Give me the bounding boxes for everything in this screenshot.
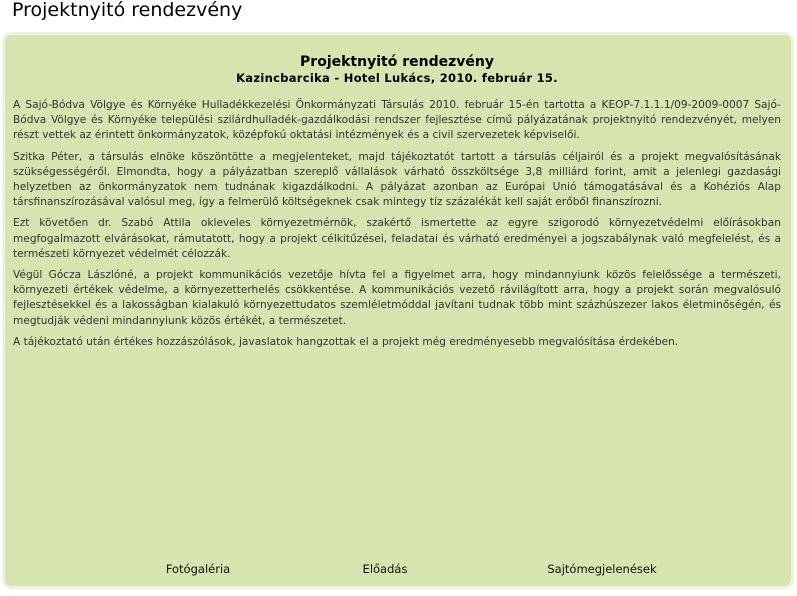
press-coverage-link[interactable]: Sajtómegjelenések [547, 562, 657, 576]
article-panel [2, 32, 794, 589]
article-subtitle: Kazincbarcika - Hotel Lukács, 2010. február 15. [236, 71, 558, 85]
article-paragraph: Végül Gócza Lászlóné, a projekt kommunikációs vezetője hívta fel a figyelmet arra, hogy mindannyiunk közös felelőssége a természeti, környezeti értékek védelme, a környezetterhelés csökkentése. A kommunikációs vezető rávilágított arra, hogy a projekt során megvalósuló fejlesztésekkel és a lakosságban kialakuló környezettudatos szemléletmóddal javítani tudnak több mint százhúszezer lakos életminőségén, és megtudják védeni mindannyiunk közös értékét, a természetet. [13, 269, 781, 327]
article-body [13, 98, 781, 350]
article-paragraph: A Sajó-Bódva Völgye és Környéke Hulladékkezelési Önkormányzati Társulás 2010. február 15-én tartotta a KEOP-7.1.1.1/09-2009-0007 Sajó-Bódva Völgye és Környéke települési szilárdhulladék-gazdálkodási rendszer fejlesztése című pályázatának projektnyitó rendezvényét, melyen részt vettek az érintett önkormányzatok, középfokú oktatási intézmények és a civil szervezetek képviselői. [13, 99, 781, 142]
presentation-link[interactable]: Előadás [362, 562, 408, 576]
photo-gallery-link[interactable]: Fotógaléria [165, 562, 231, 576]
article-paragraph: A tájékoztató után értékes hozzászólások, javaslatok hangzottak el a projekt még eredményesebb megvalósítása érdekében. [13, 335, 679, 348]
bottom-links [5, 561, 791, 577]
article-content [13, 35, 781, 356]
article-paragraph: Szitka Péter, a társulás elnöke köszöntötte a megjelenteket, majd tájékoztatót tartott a társulás céljairól és a projekt megvalósításának szükségességéről. Elmondta, hogy a pályázatban szereplő vállalások várható összköltsége 3,8 milliárd forint, amit a jelenlegi gazdasági helyzetben az önkormányzatok nem tudnának kigazdálkodni. A pályázat azonban az Európai Unió támogatásával és a Kohéziós Alap társfinanszírozásával valósul meg, így a felmerülő költségeknek csak mintegy tíz százalékát kell saját erőből finanszírozni. [13, 150, 781, 209]
page-heading: Projektnyitó rendezvény [12, 0, 243, 21]
article-title: Projektnyitó rendezvény [300, 54, 494, 70]
article-paragraph: Ezt követően dr. Szabó Attila okleveles környezetmérnök, szakértő ismertette az egyre szigorodó környezetvédelmi előírásokban megfogalmazott elvárásokat, rámutatott, hogy a projekt célkitűzései, feladatai és várható eredményei a jogszabálynak való megfelelést, és a természeti környezet védelmét célozzák. [13, 217, 781, 260]
